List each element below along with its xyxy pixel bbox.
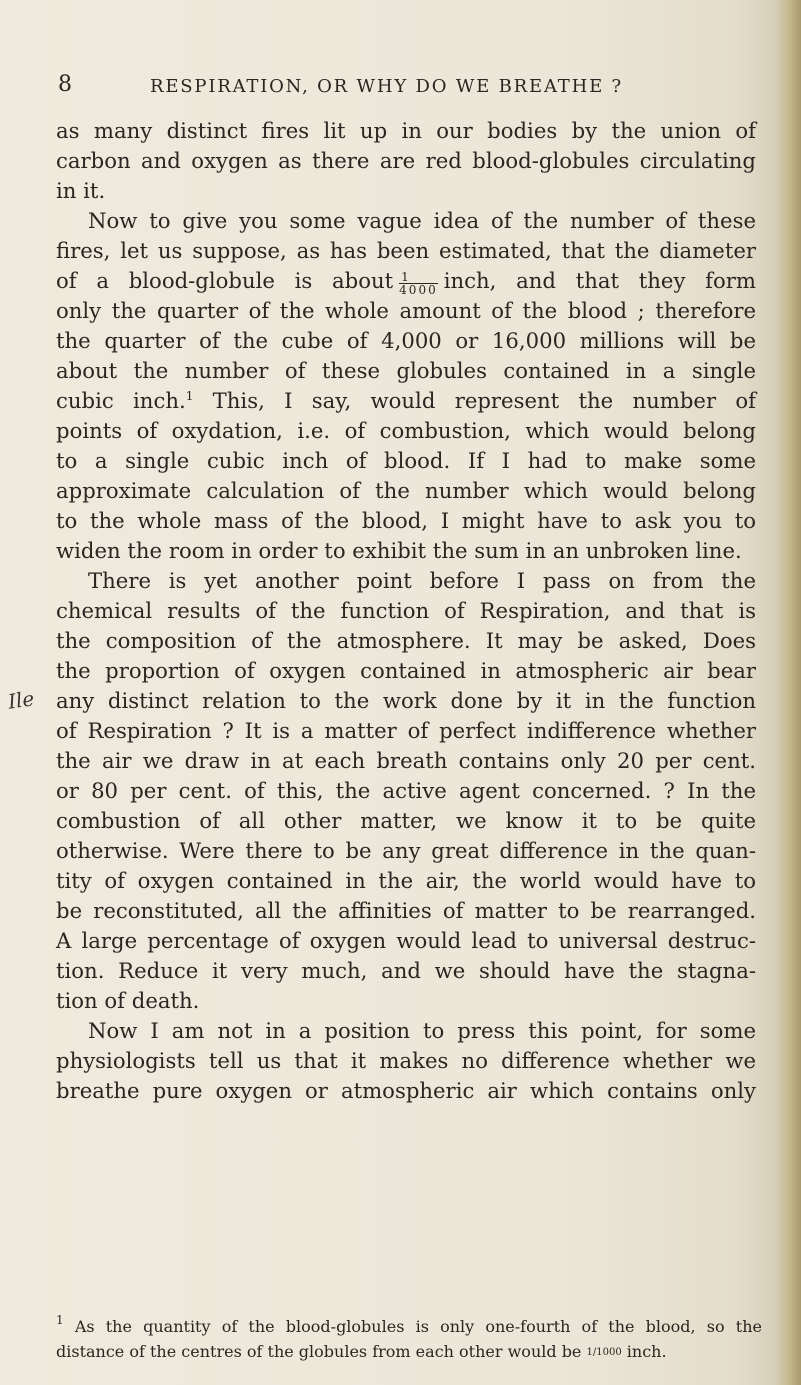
text-line: otherwise. Were there to be any great difference in the quan- [56, 838, 756, 863]
text-line: the proportion of oxygen contained in atmospheric air bear [56, 658, 756, 683]
text-line: the air we draw in at each breath contains only 20 per cent. [56, 748, 756, 773]
text-line: tion. Reduce it very much, and we should have the stagna- [56, 958, 756, 983]
text-line-with-footnote [56, 386, 756, 416]
text-line: tion of death. [56, 988, 200, 1013]
text-line: breathe pure oxygen or atmospheric air which contains only [56, 1078, 756, 1103]
text-line: be reconstituted, all the affinities of matter to be rearranged. [56, 898, 756, 923]
text-line: to a single cubic inch of blood. If I had to make some [56, 448, 756, 473]
text-fragment: of a blood-globule is about [56, 268, 394, 293]
text-line: approximate calculation of the number which would belong [56, 478, 756, 503]
text-line: A large percentage of oxygen would lead to universal destruc- [56, 928, 756, 953]
running-head: RESPIRATION, OR WHY DO WE BREATHE ? [150, 76, 623, 97]
body-text [56, 116, 756, 1106]
text-line: to the whole mass of the blood, I might have to ask you to [56, 508, 756, 533]
text-line: or 80 per cent. of this, the active agent concerned. ? In the [56, 778, 756, 803]
text-line: tity of oxygen contained in the air, the world would have to [56, 868, 756, 893]
text-line: Now I am not in a position to press this point, for some [88, 1018, 756, 1043]
footnote [56, 1314, 762, 1365]
text-line: any distinct relation to the work done by it in the function [56, 688, 756, 713]
text-line: There is yet another point before I pass on from the [88, 568, 756, 593]
text-line: about the number of these globules contained in a single [56, 358, 756, 383]
footnote-line [56, 1314, 762, 1339]
fraction [399, 271, 438, 296]
page-number: 8 [58, 72, 72, 97]
text-line: the quarter of the cube of 4,000 or 16,000 millions will be [56, 328, 756, 353]
text-line: as many distinct fires lit up in our bodies by the union of [56, 118, 756, 143]
page-edge-shadow [775, 0, 801, 1385]
text-fragment: inch, and that they form [443, 268, 756, 293]
footnote-marker: 1 [56, 1313, 64, 1327]
text-line: points of oxydation, i.e. of combustion, which would belong [56, 418, 756, 443]
text-line: carbon and oxygen as there are red blood-globules circulating [56, 148, 756, 173]
text-line: widen the room in order to exhibit the sum in an unbroken line. [56, 538, 742, 563]
text-line: fires, let us suppose, as has been estimated, that the diameter [56, 238, 756, 263]
text-fragment: inch. [626, 1342, 667, 1361]
fraction-denominator: 4000 [399, 283, 438, 297]
text-fragment: This, I say, would represent the number of [212, 388, 756, 413]
footnote-line [56, 1339, 762, 1365]
text-line: of Respiration ? It is a matter of perfect indifference whether [56, 718, 756, 743]
text-fragment: distance of the centres of the globules from each other would be [56, 1342, 582, 1361]
text-line: physiologists tell us that it makes no difference whether we [56, 1048, 756, 1073]
text-line: only the quarter of the whole amount of the blood ; therefore [56, 298, 756, 323]
text-line: the composition of the atmosphere. It may be asked, Does [56, 628, 756, 653]
text-line: combustion of all other matter, we know it to be quite [56, 808, 756, 833]
fraction-numerator: 1 [399, 271, 438, 284]
text-line: in it. [56, 178, 106, 203]
footnote-marker: 1 [185, 389, 194, 403]
handwritten-margin-note: Ile [6, 686, 36, 714]
text-fragment: cubic inch. [56, 388, 186, 413]
text-line: Now to give you some vague idea of the number of these [88, 208, 756, 233]
text-line-with-fraction [56, 266, 756, 296]
text-fragment: As the quantity of the blood-globules is only one-fourth of the blood, so the [74, 1317, 762, 1336]
text-line: chemical results of the function of Respiration, and that is [56, 598, 756, 623]
footnote-fraction: 1/1000 [586, 1347, 622, 1358]
